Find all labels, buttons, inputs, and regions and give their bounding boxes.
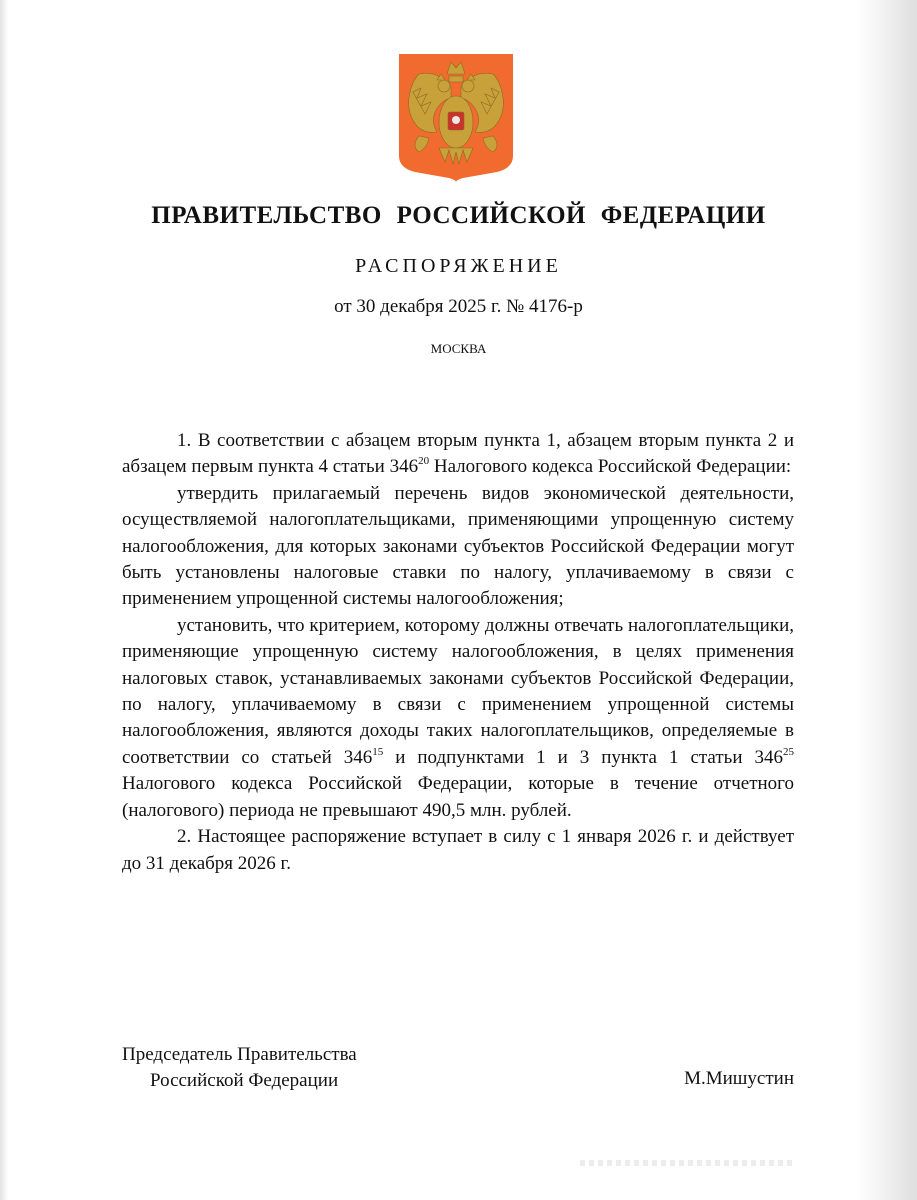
page-shadow-right — [857, 0, 917, 1200]
paragraph-1: 1. В соответствии с абзацем вторым пункта 1, абзацем вторым пункта 2 и абзацем первым пункта 4 статьи $346^{20}$ Налогового кодекса Российской Федерации: — [122, 430, 794, 478]
document-date-number: от 30 декабря 2025 г. № 4176-р — [334, 296, 583, 317]
page-shadow-left — [0, 0, 8, 1200]
paragraph-criterion: установить, что критерием, которому должны отвечать налогоплательщики, применяющие упрощенную систему налогообложения, в целях применения налоговых ставок, устанавливаемых законами субъектов Российской Федерации, по налогу, уплачиваемому в связи с применением упрощенной системы налогообложения, являются доходы таких налогоплательщиков, определяемые в соответствии со статьей $346^{15}$ и подпунктами 1 и 3 пункта 1 статьи $346^{25}$ Налогового кодекса Российской Федерации, которые в течение отчетного (налогового) периода не превышают 490,5 млн. рублей. — [122, 614, 794, 821]
paragraph-approve-list: утвердить прилагаемый перечень видов экономической деятельности, осуществляемой налогоплательщиками, применяющими упрощенную систему налогообложения, для которых законами субъектов Российской Федерации могут быть установлены налоговые ставки по налогу, уплачиваемому в связи с применением упрощенной системы налогообложения; — [122, 482, 794, 610]
document-body — [122, 428, 794, 877]
scan-artifact — [580, 1160, 795, 1166]
document-city: МОСКВА — [430, 341, 487, 356]
coat-of-arms-icon — [397, 52, 515, 182]
government-title: ПРАВИТЕЛЬСТВО РОССИЙСКОЙ ФЕДЕРАЦИИ — [151, 202, 766, 229]
document-type: РАСПОРЯЖЕНИЕ — [355, 255, 562, 277]
signatory-name: М.Мишустин — [684, 1068, 794, 1089]
paragraph-2: 2. Настоящее распоряжение вступает в силу с 1 января 2026 г. и действует до 31 декабря 2026 г. — [122, 826, 794, 874]
signatory-title: Председатель Правительства Российской Федерации — [122, 1044, 357, 1091]
